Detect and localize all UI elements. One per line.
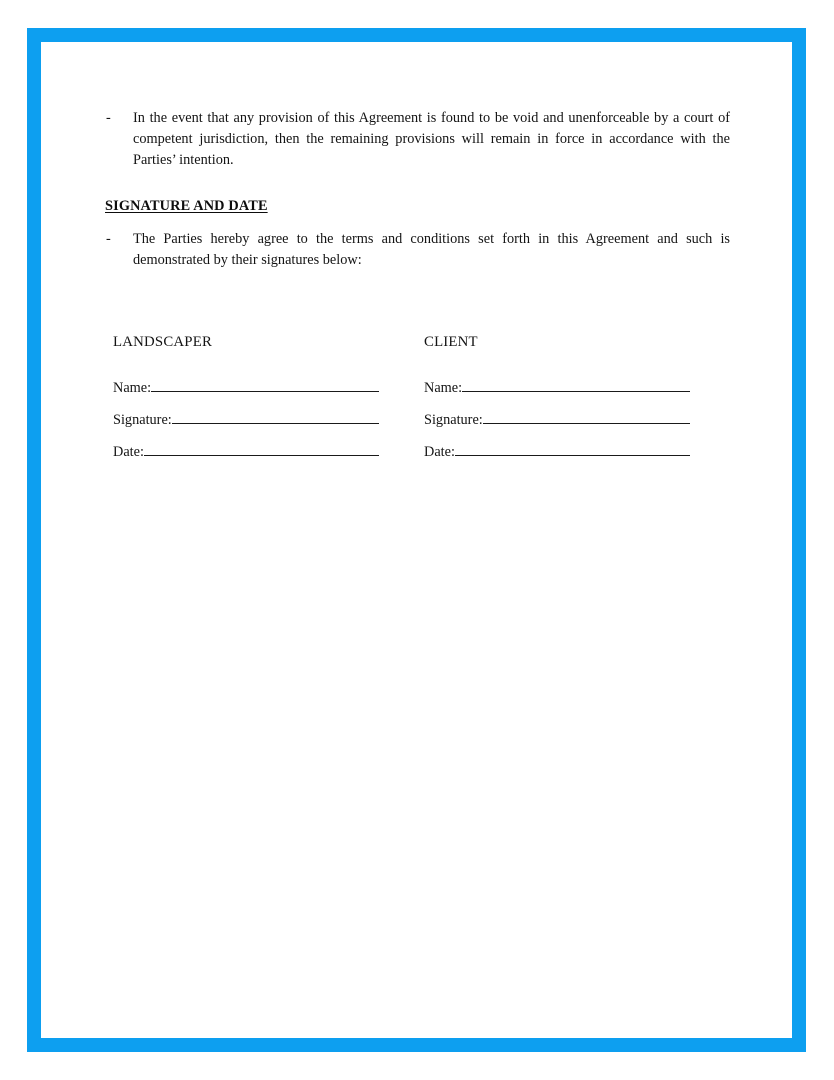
fill-in-line[interactable]: [151, 376, 379, 392]
field-label: Name:: [113, 380, 152, 396]
bullet-dash-icon: -: [106, 230, 111, 247]
signature-columns: [113, 332, 713, 462]
field-label: Signature:: [424, 412, 483, 428]
clause-severability: [105, 108, 730, 172]
field-label: Date:: [113, 444, 144, 460]
field-label: Name:: [424, 380, 463, 396]
signature-column-landscaper: [113, 332, 379, 462]
clause-agreement-acceptance: [105, 229, 730, 271]
field-landscaper-name[interactable]: [113, 376, 379, 398]
section-heading-signature-and-date: SIGNATURE AND DATE: [105, 197, 268, 214]
document-content: [105, 108, 730, 271]
signature-block: [113, 332, 713, 462]
fill-in-line[interactable]: [172, 408, 379, 424]
field-label: Signature:: [113, 412, 172, 428]
fill-in-line[interactable]: [462, 376, 690, 392]
field-label: Date:: [424, 444, 455, 460]
fill-in-line[interactable]: [144, 440, 379, 456]
field-landscaper-date[interactable]: [113, 440, 379, 462]
signature-column-client: [424, 332, 690, 462]
clause-text: In the event that any provision of this Agreement is found to be void and unenforceable by a court of competent jurisdiction, then the remaining provisions will remain in force in accordance with the Parties’ intention.: [133, 110, 730, 169]
field-client-signature[interactable]: [424, 408, 690, 430]
bullet-dash-icon: -: [106, 110, 111, 126]
fill-in-line[interactable]: [483, 408, 690, 424]
clause-text: The Parties hereby agree to the terms and conditions set forth in this Agreement and such is demonstrated by their signatures below:: [133, 230, 730, 269]
section-heading-row: [105, 196, 730, 217]
field-client-name[interactable]: [424, 376, 690, 398]
party-label-landscaper: LANDSCAPER: [113, 334, 213, 350]
field-landscaper-signature[interactable]: [113, 408, 379, 430]
field-client-date[interactable]: [424, 440, 690, 462]
fill-in-line[interactable]: [455, 440, 690, 456]
party-label-client: CLIENT: [424, 334, 478, 350]
